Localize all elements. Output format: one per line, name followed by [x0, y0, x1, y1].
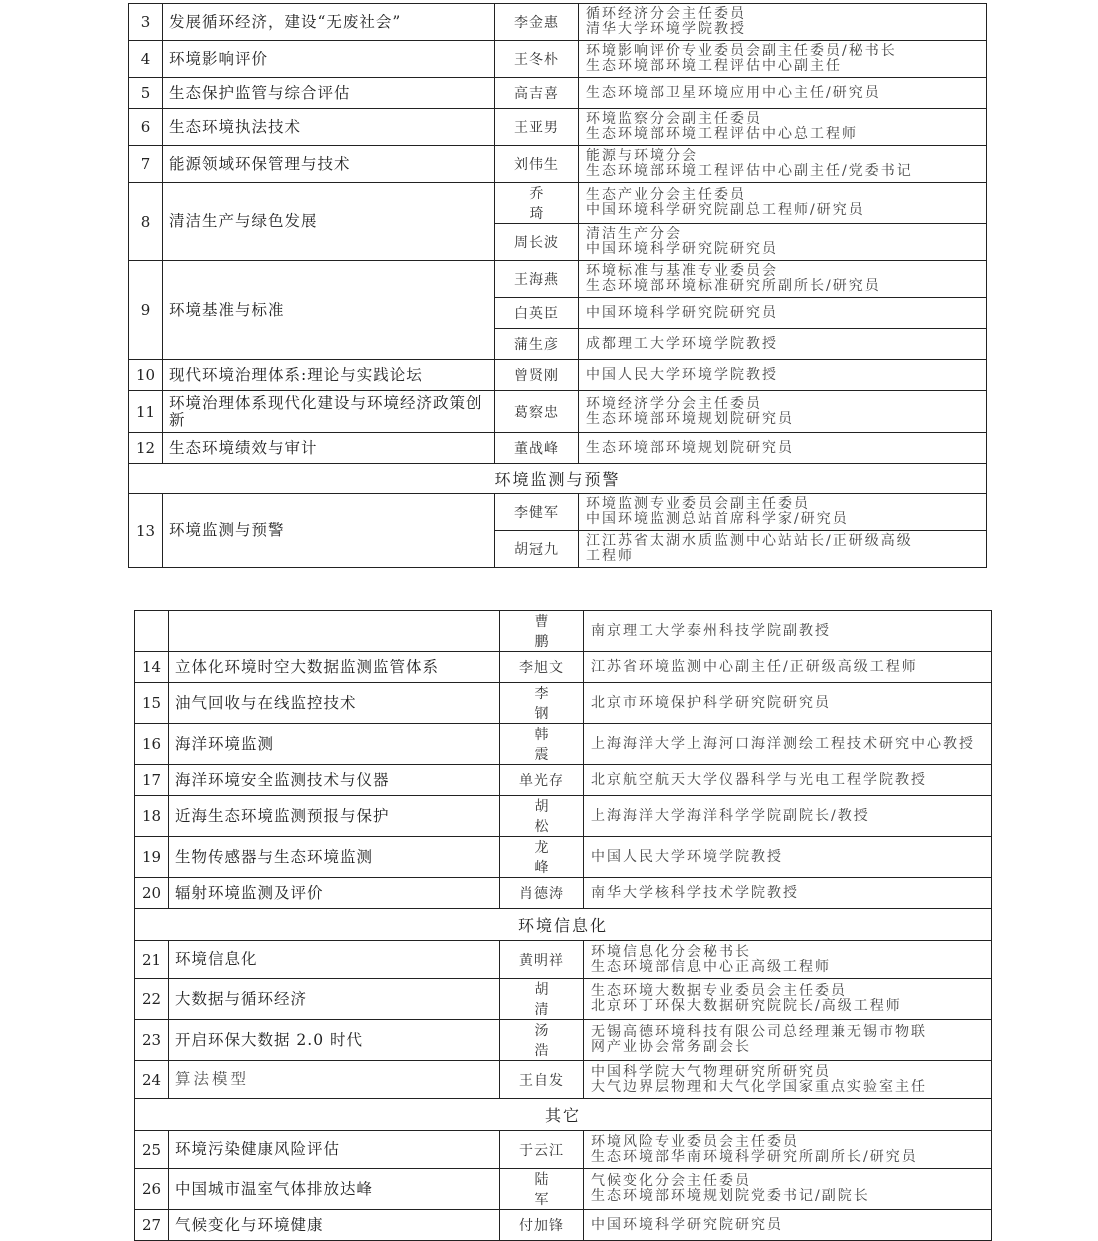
expert-role-cell	[579, 183, 987, 224]
table-row	[135, 878, 992, 909]
expert-role-line: 生态环境部卫星环境应用中心主任/研究员	[586, 84, 881, 101]
table-row	[129, 109, 987, 146]
expert-name-cell: 李健军	[495, 494, 579, 531]
expert-role-cell	[584, 1061, 992, 1099]
expert-name-cell: 陆 军	[500, 1169, 584, 1210]
expert-role-cell	[579, 261, 987, 298]
row-number-cell: 6	[129, 109, 163, 146]
expert-role-cell	[584, 1169, 992, 1210]
expert-role-line: 生态环境部环境规划院研究员	[586, 410, 794, 427]
table-row	[135, 765, 992, 796]
table-row	[129, 146, 987, 183]
row-number-cell: 26	[135, 1169, 169, 1210]
expert-role-line: 生态环境部信息中心正高级工程师	[591, 958, 831, 975]
row-number-cell: 3	[129, 4, 163, 41]
forum-topic-cell: 现代环境治理体系:理论与实践论坛	[163, 360, 495, 391]
expert-name-cell: 单光存	[500, 765, 584, 796]
expert-role-line: 生态环境部环境规划院党委书记/副院长	[591, 1188, 870, 1204]
expert-name-cell: 曾贤刚	[495, 360, 579, 391]
expert-role-cell	[579, 360, 987, 391]
section-header-row	[135, 1099, 992, 1131]
table-row	[129, 433, 987, 464]
expert-role-cell	[584, 979, 992, 1020]
expert-role-line: 环境监测专业委员会副主任委员	[586, 496, 810, 512]
expert-role-cell	[579, 4, 987, 41]
row-number-cell: 5	[129, 78, 163, 109]
forum-topic-cell: 油气回收与在线监控技术	[169, 683, 500, 724]
table-row	[135, 1210, 992, 1241]
forum-topic-cell: 气候变化与环境健康	[169, 1210, 500, 1241]
table-row	[129, 78, 987, 109]
row-number-cell: 18	[135, 796, 169, 837]
expert-role-line: 中国环境监测总站首席科学家/研究员	[586, 511, 849, 527]
row-number-cell: 21	[135, 941, 169, 979]
expert-role-line: 中国环境科学研究院研究员	[586, 304, 778, 321]
forum-topic-cell: 近海生态环境监测预报与保护	[169, 796, 500, 837]
row-number-cell: 27	[135, 1210, 169, 1241]
row-number-cell: 24	[135, 1061, 169, 1099]
expert-role-cell	[584, 878, 992, 909]
expert-role-cell	[579, 391, 987, 433]
forum-topic-cell: 环境监测与预警	[163, 494, 495, 568]
expert-role-cell	[584, 765, 992, 796]
table-row	[135, 683, 992, 724]
expert-role-cell	[579, 329, 987, 360]
expert-name-cell: 蒲生彦	[495, 329, 579, 360]
table-row	[135, 1061, 992, 1099]
expert-role-line: 生态环境部环境工程评估中心副主任/党委书记	[586, 163, 913, 179]
forum-topic-cell: 生态环境执法技术	[163, 109, 495, 146]
expert-name-cell: 胡 松	[500, 796, 584, 837]
expert-name-cell: 肖德涛	[500, 878, 584, 909]
expert-role-line: 环境影响评价专业委员会副主任委员/秘书长	[586, 43, 897, 59]
expert-role-line: 生态环境部环境工程评估中心总工程师	[586, 126, 858, 142]
expert-role-cell	[584, 683, 992, 724]
forum-topic-cell: 中国城市温室气体排放达峰	[169, 1169, 500, 1210]
table-row	[129, 261, 987, 298]
forum-topic-cell: 环境污染健康风险评估	[169, 1131, 500, 1169]
expert-name-cell: 王亚男	[495, 109, 579, 146]
expert-role-line: 上海海洋大学上海河口海洋测绘工程技术研究中心教授	[591, 735, 975, 752]
expert-role-line: 工程师	[586, 548, 634, 564]
forum-table-part1	[128, 3, 987, 568]
forum-topic-cell: 大数据与循环经济	[169, 979, 500, 1020]
forum-topic-cell: 生态环境绩效与审计	[163, 433, 495, 464]
expert-role-line: 中国环境科学研究院研究员	[586, 241, 778, 257]
row-number-cell: 22	[135, 979, 169, 1020]
table-row	[135, 724, 992, 765]
expert-role-cell	[579, 494, 987, 531]
section-header-row	[135, 909, 992, 941]
expert-name-cell: 龙 峰	[500, 837, 584, 878]
table-row	[129, 494, 987, 531]
expert-name-cell: 周长波	[495, 224, 579, 261]
forum-table-part2	[134, 610, 992, 1241]
expert-name-cell: 付加锋	[500, 1210, 584, 1241]
expert-role-line: 上海海洋大学海洋科学学院副院长/教授	[591, 807, 870, 824]
expert-name-cell: 刘伟生	[495, 146, 579, 183]
table-row	[135, 1020, 992, 1061]
expert-name-cell: 李 钢	[500, 683, 584, 724]
row-number-cell: 25	[135, 1131, 169, 1169]
expert-name-cell: 黄明祥	[500, 941, 584, 979]
expert-name-cell: 王海燕	[495, 261, 579, 298]
section-header: 环境监测与预警	[129, 464, 987, 494]
forum-topic-cell: 算法模型	[169, 1061, 500, 1099]
table-row	[135, 611, 992, 652]
expert-role-line: 中国环境科学研究院副总工程师/研究员	[586, 202, 865, 218]
forum-topic-cell: 环境信息化	[169, 941, 500, 979]
expert-role-line: 无锡高德环境科技有限公司总经理兼无锡市物联	[591, 1024, 927, 1040]
expert-role-cell	[584, 652, 992, 683]
expert-role-line: 生态环境部环境标准研究所副所长/研究员	[586, 278, 881, 294]
row-number-cell: 12	[129, 433, 163, 464]
forum-topic-cell: 生态保护监管与综合评估	[163, 78, 495, 109]
expert-role-line: 环境标准与基准专业委员会	[586, 263, 778, 279]
forum-topic-cell: 环境基准与标准	[163, 261, 495, 360]
row-number-cell: 13	[129, 494, 163, 568]
row-number-cell: 11	[129, 391, 163, 433]
expert-role-line: 南华大学核科学技术学院教授	[591, 884, 799, 901]
expert-role-line: 能源与环境分会	[586, 148, 698, 164]
expert-role-line: 循环经济分会主任委员	[586, 6, 746, 22]
row-number-cell: 17	[135, 765, 169, 796]
expert-role-cell	[579, 224, 987, 261]
expert-role-line: 生态环境部环境规划院研究员	[586, 439, 794, 456]
row-number-cell: 19	[135, 837, 169, 878]
expert-role-line: 成都理工大学环境学院教授	[586, 335, 778, 352]
row-number-cell: 7	[129, 146, 163, 183]
row-number-cell: 15	[135, 683, 169, 724]
section-header: 环境信息化	[135, 909, 992, 941]
expert-name-cell: 乔 琦	[495, 183, 579, 224]
table-row	[129, 4, 987, 41]
expert-role-line: 南京理工大学泰州科技学院副教授	[591, 622, 831, 639]
expert-role-cell	[584, 1131, 992, 1169]
expert-role-line: 网产业协会常务副会长	[591, 1039, 751, 1055]
expert-role-line: 清洁生产分会	[586, 226, 682, 242]
expert-role-line: 江江苏省太湖水质监测中心站站长/正研级高级	[586, 533, 913, 549]
row-number-cell: 8	[129, 183, 163, 261]
expert-role-line: 北京环丁环保大数据研究院院长/高级工程师	[591, 998, 902, 1014]
expert-name-cell: 董战峰	[495, 433, 579, 464]
forum-topic-cell: 立体化环境时空大数据监测监管体系	[169, 652, 500, 683]
expert-role-line: 大气边界层物理和大气化学国家重点实验室主任	[591, 1078, 927, 1095]
expert-role-line: 环境经济学分会主任委员	[586, 395, 762, 412]
expert-role-line: 中国人民大学环境学院教授	[591, 848, 783, 865]
expert-role-line: 中国人民大学环境学院教授	[586, 366, 778, 383]
row-number-cell: 14	[135, 652, 169, 683]
expert-role-line: 清华大学环境学院教授	[586, 21, 746, 37]
expert-role-cell	[579, 78, 987, 109]
table-row	[135, 1169, 992, 1210]
expert-role-line: 中国环境科学研究院研究员	[591, 1216, 783, 1233]
row-number-cell: 16	[135, 724, 169, 765]
expert-role-cell	[579, 41, 987, 78]
expert-role-line: 生态产业分会主任委员	[586, 187, 746, 203]
forum-topic-cell: 环境影响评价	[163, 41, 495, 78]
forum-topic-cell: 辐射环境监测及评价	[169, 878, 500, 909]
expert-name-cell: 曹 鹏	[500, 611, 584, 652]
forum-topic-cell: 生物传感器与生态环境监测	[169, 837, 500, 878]
table-row	[135, 796, 992, 837]
expert-role-cell	[584, 941, 992, 979]
expert-role-cell	[579, 433, 987, 464]
expert-role-cell	[584, 1210, 992, 1241]
expert-name-cell: 王冬朴	[495, 41, 579, 78]
row-number-cell	[135, 611, 169, 652]
expert-name-cell: 胡冠九	[495, 531, 579, 568]
expert-role-cell	[579, 531, 987, 568]
expert-role-line: 生态环境部环境工程评估中心副主任	[586, 58, 842, 74]
expert-name-cell: 高吉喜	[495, 78, 579, 109]
expert-name-cell: 韩 震	[500, 724, 584, 765]
expert-role-line: 江苏省环境监测中心副主任/正研级高级工程师	[591, 658, 918, 675]
table-row	[129, 360, 987, 391]
expert-role-line: 生态环境大数据专业委员会主任委员	[591, 983, 847, 999]
expert-role-cell	[584, 837, 992, 878]
expert-name-cell: 王自发	[500, 1061, 584, 1099]
forum-topic-cell	[169, 611, 500, 652]
expert-name-cell: 胡 清	[500, 979, 584, 1020]
expert-role-line: 北京市环境保护科学研究院研究员	[591, 694, 831, 711]
table-row	[135, 652, 992, 683]
section-header-row	[129, 464, 987, 494]
expert-role-cell	[579, 298, 987, 329]
expert-name-cell: 白英臣	[495, 298, 579, 329]
row-number-cell: 20	[135, 878, 169, 909]
table-row	[135, 1131, 992, 1169]
row-number-cell: 9	[129, 261, 163, 360]
expert-role-cell	[584, 611, 992, 652]
expert-name-cell: 于云江	[500, 1131, 584, 1169]
table-row	[129, 391, 987, 433]
expert-role-line: 环境监察分会副主任委员	[586, 111, 762, 127]
row-number-cell: 23	[135, 1020, 169, 1061]
expert-name-cell: 葛察忠	[495, 391, 579, 433]
expert-role-line: 北京航空航天大学仪器科学与光电工程学院教授	[591, 771, 927, 788]
table-row	[129, 183, 987, 224]
forum-topic-cell: 能源领域环保管理与技术	[163, 146, 495, 183]
table-row	[135, 837, 992, 878]
expert-role-cell	[584, 796, 992, 837]
forum-topic-cell: 海洋环境安全监测技术与仪器	[169, 765, 500, 796]
expert-name-cell: 汤 浩	[500, 1020, 584, 1061]
expert-role-line: 环境风险专业委员会主任委员	[591, 1133, 799, 1150]
expert-role-cell	[584, 1020, 992, 1061]
forum-topic-cell: 发展循环经济，建设“无废社会”	[163, 4, 495, 41]
expert-name-cell: 李金惠	[495, 4, 579, 41]
expert-name-cell: 李旭文	[500, 652, 584, 683]
forum-topic-cell: 海洋环境监测	[169, 724, 500, 765]
forum-topic-cell: 环境治理体系现代化建设与环境经济政策创新	[163, 391, 495, 433]
row-number-cell: 10	[129, 360, 163, 391]
expert-role-line: 环境信息化分会秘书长	[591, 943, 751, 960]
expert-role-line: 中国科学院大气物理研究所研究员	[591, 1063, 831, 1080]
forum-topic-cell: 开启环保大数据 2.0 时代	[169, 1020, 500, 1061]
section-header: 其它	[135, 1099, 992, 1131]
expert-role-line: 生态环境部华南环境科学研究所副所长/研究员	[591, 1148, 918, 1165]
table-row	[135, 941, 992, 979]
row-number-cell: 4	[129, 41, 163, 78]
expert-role-cell	[579, 109, 987, 146]
table-row	[135, 979, 992, 1020]
expert-role-cell	[584, 724, 992, 765]
table-row	[129, 41, 987, 78]
expert-role-line: 气候变化分会主任委员	[591, 1173, 751, 1189]
forum-topic-cell: 清洁生产与绿色发展	[163, 183, 495, 261]
expert-role-cell	[579, 146, 987, 183]
